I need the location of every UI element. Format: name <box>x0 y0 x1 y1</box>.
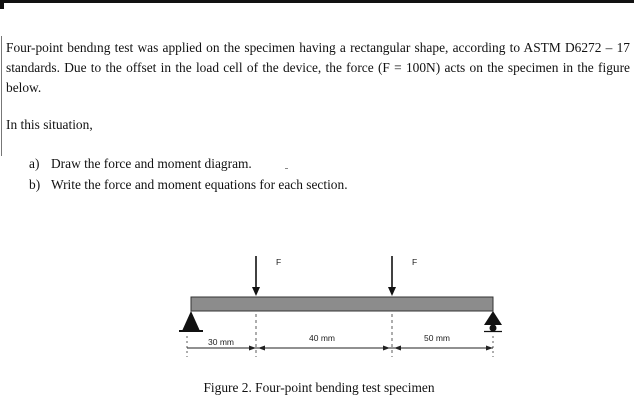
task-text: Write the force and moment equations for each section. <box>51 177 348 192</box>
task-label: b) <box>29 177 41 192</box>
dimension-label-2: 40 mm <box>309 333 335 343</box>
top-left-marker <box>0 0 4 9</box>
figure-caption-text: Figure 2. Four-point bending test specimen <box>203 380 435 395</box>
force-label-1: F <box>276 257 282 267</box>
dimension-label-1: 30 mm <box>208 337 234 347</box>
stray-mark <box>285 168 288 169</box>
task-item-b <box>29 177 348 193</box>
force-arrow-2-icon <box>388 256 396 296</box>
figure-caption <box>0 380 634 396</box>
task-text: Draw the force and moment diagram. <box>51 156 252 171</box>
left-margin-line <box>1 36 2 156</box>
left-support-icon <box>179 311 203 331</box>
problem-paragraph: Four-point bendıng test was applied on the specimen having a rectangular shape, according to ASTM D6272 – 17 standards. Due to the offset in the load cell of the device, the force (F = 100N) acts on the specimen in the figure below. <box>6 40 630 95</box>
beam <box>191 297 493 311</box>
situation-text: In this situation, <box>6 117 93 132</box>
task-item-a <box>29 156 252 172</box>
dimension-label-3: 50 mm <box>424 333 450 343</box>
task-label: a) <box>29 156 40 171</box>
force-label-2: F <box>412 257 418 267</box>
force-arrow-1-icon <box>252 256 260 296</box>
beam-figure <box>160 240 520 370</box>
top-border <box>0 0 634 3</box>
right-support-icon <box>484 311 502 332</box>
